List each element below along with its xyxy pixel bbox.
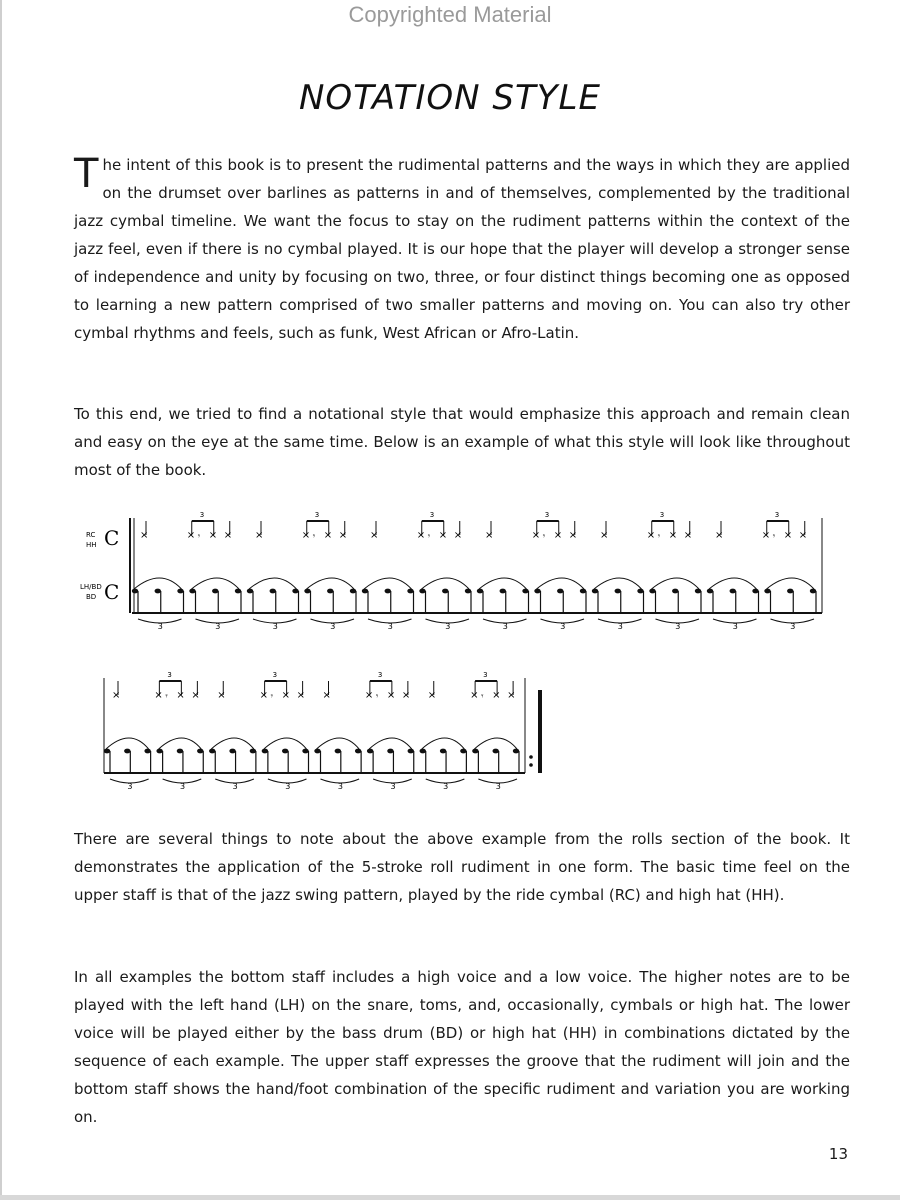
triplet-number: 3 — [774, 511, 780, 519]
cymbal-x-note: × — [208, 530, 218, 541]
note-head — [513, 749, 519, 754]
triplet-number: 3 — [732, 622, 738, 631]
triplet-number: 3 — [560, 622, 566, 631]
triplet-number: 3 — [495, 782, 501, 791]
triplet-number: 3 — [675, 622, 681, 631]
triplet-number: 3 — [215, 622, 221, 631]
rest-symbol: 𝄾 — [481, 692, 484, 702]
slur-arc — [767, 578, 815, 589]
note-head — [465, 589, 471, 594]
note-head — [672, 589, 678, 594]
cymbal-x-note: × — [296, 690, 306, 701]
staff-label-rc: RC — [86, 531, 96, 539]
note-head — [104, 749, 110, 754]
triplet-number: 3 — [179, 782, 186, 791]
cymbal-x-note: × — [600, 530, 609, 541]
note-head — [367, 749, 373, 754]
slur-arc — [422, 738, 465, 749]
triplet-number: 3 — [483, 671, 488, 679]
note-head — [695, 589, 701, 594]
cymbal-x-note: × — [453, 530, 463, 541]
paragraph-intro — [74, 151, 850, 347]
rest-symbol: 𝄾 — [542, 532, 546, 542]
note-head — [522, 589, 528, 594]
note-head — [124, 749, 130, 754]
rest-symbol: 𝄾 — [165, 692, 168, 702]
slur-arc — [479, 578, 527, 589]
cymbal-x-note: × — [568, 530, 578, 541]
triplet-number: 3 — [659, 511, 665, 519]
cymbal-x-note: × — [416, 530, 426, 541]
triplet-number: 3 — [199, 511, 205, 519]
note-head — [615, 589, 621, 594]
note-head — [534, 589, 540, 594]
slur-arc — [211, 738, 254, 749]
slur-arc — [537, 578, 585, 589]
rest-symbol: 𝄾 — [312, 532, 316, 542]
slur-arc — [307, 578, 355, 589]
triplet-number: 3 — [443, 782, 449, 791]
note-head — [132, 589, 138, 594]
note-head — [209, 749, 215, 754]
cymbal-x-note: × — [553, 530, 563, 541]
cymbal-x-note: × — [176, 690, 185, 701]
notation-row-2 — [104, 671, 540, 791]
note-head — [235, 589, 241, 594]
slur-arc — [594, 578, 642, 589]
slur-arc — [192, 578, 240, 589]
cymbal-x-note: × — [683, 530, 693, 541]
note-head — [419, 589, 425, 594]
cymbal-x-note: × — [492, 690, 501, 701]
slur-arc — [474, 738, 517, 749]
note-head — [262, 749, 268, 754]
cymbal-x-note: × — [191, 690, 200, 701]
note-head — [304, 589, 310, 594]
note-head — [557, 589, 563, 594]
triplet-number: 3 — [330, 622, 336, 631]
cymbal-x-note: × — [470, 690, 479, 701]
note-head — [764, 589, 770, 594]
cymbal-x-note: × — [323, 530, 333, 541]
triplet-number: 3 — [272, 622, 278, 631]
repeat-dot — [529, 763, 533, 767]
slur-arc — [264, 738, 307, 749]
note-head — [350, 589, 356, 594]
note-head — [387, 749, 393, 754]
triplet-number: 3 — [285, 782, 291, 791]
note-head — [500, 589, 506, 594]
cymbal-x-note: × — [715, 530, 724, 541]
paragraph-notational-style: To this end, we tried to find a notational style that would emphasize this approach and remain clean and easy on the eye at the same time. Below is an example of what this style will look like throughout most of the book. — [74, 405, 850, 479]
cymbal-x-note: × — [668, 530, 678, 541]
note-head — [250, 749, 256, 754]
note-head — [229, 749, 235, 754]
page-title: NOTATION STYLE — [299, 78, 601, 118]
cymbal-x-note: × — [386, 690, 396, 701]
note-head — [156, 749, 162, 754]
time-signature-lower: C — [104, 580, 120, 604]
note-head — [440, 749, 446, 754]
cymbal-x-note: × — [217, 690, 226, 701]
cymbal-x-note: × — [154, 690, 163, 701]
rest-symbol: 𝄾 — [197, 532, 201, 542]
page-edge-bottom — [0, 1195, 900, 1200]
cymbal-x-note: × — [140, 530, 149, 541]
triplet-number: 3 — [429, 511, 435, 519]
slur-arc — [422, 578, 470, 589]
triplet-number: 3 — [445, 622, 451, 631]
rest-symbol: 𝄾 — [772, 532, 776, 542]
note-head — [355, 749, 361, 754]
triplet-number: 3 — [544, 511, 550, 519]
slur-arc — [159, 738, 202, 749]
cymbal-x-note: × — [364, 690, 374, 701]
note-head — [282, 749, 288, 754]
note-head — [810, 589, 816, 594]
triplet-number: 3 — [272, 671, 278, 679]
cymbal-x-note: × — [281, 690, 291, 701]
triplet-number: 3 — [387, 622, 393, 631]
note-head — [730, 589, 736, 594]
note-head — [292, 589, 298, 594]
note-head — [327, 589, 333, 594]
note-head — [362, 589, 368, 594]
note-head — [155, 589, 161, 594]
staff-label-lh-bd: LH/BD — [80, 583, 102, 591]
rest-symbol: 𝄾 — [375, 692, 379, 702]
cymbal-x-note: × — [338, 530, 348, 541]
note-head — [492, 749, 498, 754]
triplet-number: 3 — [167, 671, 172, 679]
paragraph-intro-text: he intent of this book is to present the rudimental patterns and the ways in which they are applied on the drumset over barlines as patterns in and of themselves, complemented by the traditional jazz cymbal timeline. We want the focus to stay on the rudiment patterns within the context of the jazz feel, even if there is no cymbal played. It is our hope that the player will develop a stronger sense of independence and unity by focusing on two, three, or four distinct things becoming one as opposed to learning a new pattern comprised of two smaller patterns and moving on. You can also try other cymbal rhythms and feels, such as funk, West African or Afro-Latin. — [74, 156, 850, 342]
note-head — [177, 589, 183, 594]
note-head — [314, 749, 320, 754]
cymbal-x-note: × — [112, 690, 121, 701]
triplet-number: 3 — [790, 622, 796, 631]
note-head — [302, 749, 308, 754]
drum-notation-example — [0, 495, 900, 815]
slur-arc — [709, 578, 757, 589]
triplet-number: 3 — [314, 511, 320, 519]
cymbal-x-note: × — [186, 530, 196, 541]
slur-arc — [317, 738, 360, 749]
note-head — [335, 749, 341, 754]
slur-arc — [106, 738, 149, 749]
triplet-number: 3 — [337, 782, 343, 791]
note-head — [144, 749, 150, 754]
slur-arc — [369, 738, 412, 749]
cymbal-x-note: × — [427, 690, 437, 701]
cymbal-x-note: × — [646, 530, 656, 541]
cymbal-x-note: × — [531, 530, 541, 541]
watermark: Copyrighted Material — [348, 2, 552, 27]
slur-arc — [364, 578, 412, 589]
note-head — [385, 589, 391, 594]
slur-arc — [652, 578, 700, 589]
rest-symbol: 𝄾 — [270, 692, 274, 702]
cymbal-x-note: × — [370, 530, 379, 541]
page-number: 13 — [828, 1145, 848, 1163]
cymbal-x-note: × — [507, 690, 516, 701]
rest-symbol: 𝄾 — [427, 532, 431, 542]
cymbal-x-note: × — [438, 530, 448, 541]
drop-cap: T — [74, 151, 99, 197]
note-head — [408, 749, 414, 754]
cymbal-x-note: × — [322, 690, 331, 701]
note-head — [752, 589, 758, 594]
note-head — [477, 589, 483, 594]
note-head — [407, 589, 413, 594]
note-head — [580, 589, 586, 594]
note-head — [197, 749, 203, 754]
paragraph-staff-voices: In all examples the bottom staff includes a high voice and a low voice. The higher notes are to be played with the left hand (LH) on the snare, toms, and, occasionally, cymbals or high hat. The lower voice will be played either by the bass drum (BD) or high hat (HH) in combinations dictated by the sequence of each example. The upper staff expresses the groove that the rudiment will join and the bottom staff shows the hand/foot combination of the specific rudiment and variation you are working on. — [74, 968, 850, 1126]
cymbal-x-note: × — [301, 530, 311, 541]
rest-symbol: 𝄾 — [657, 532, 661, 542]
triplet-number: 3 — [390, 782, 396, 791]
paragraph-example-notes: There are several things to note about the above example from the rolls section of the book. It demonstrates the application of the 5-stroke roll rudiment in one form. The basic time feel on the upper staff is that of the jazz swing pattern, played by the ride cymbal (RC) and high hat (HH). — [74, 830, 850, 904]
note-head — [212, 589, 218, 594]
slur-arc — [249, 578, 297, 589]
cymbal-x-note: × — [761, 530, 771, 541]
note-head — [460, 749, 466, 754]
staff-label-hh: HH — [86, 541, 97, 549]
note-head — [787, 589, 793, 594]
staff-label-bd: BD — [86, 593, 97, 601]
triplet-number: 3 — [617, 622, 623, 631]
triplet-number: 3 — [127, 782, 133, 791]
note-head — [247, 589, 253, 594]
note-head — [177, 749, 183, 754]
note-head — [472, 749, 478, 754]
cymbal-x-note: × — [255, 530, 264, 541]
note-head — [707, 589, 713, 594]
cymbal-x-note: × — [783, 530, 793, 541]
cymbal-x-note: × — [485, 530, 494, 541]
triplet-number: 3 — [502, 622, 508, 631]
note-head — [592, 589, 598, 594]
note-head — [637, 589, 643, 594]
note-head — [270, 589, 276, 594]
notation-row-1 — [130, 511, 822, 631]
note-head — [420, 749, 426, 754]
time-signature-upper: C — [104, 526, 120, 550]
note-head — [189, 589, 195, 594]
slur-arc — [134, 578, 182, 589]
note-head — [442, 589, 448, 594]
repeat-dot — [529, 755, 533, 759]
note-head — [649, 589, 655, 594]
triplet-number: 3 — [232, 782, 238, 791]
cymbal-x-note: × — [798, 530, 808, 541]
triplet-number: 3 — [157, 622, 163, 631]
cymbal-x-note: × — [259, 690, 269, 701]
cymbal-x-note: × — [223, 530, 233, 541]
triplet-number: 3 — [377, 671, 383, 679]
cymbal-x-note: × — [401, 690, 411, 701]
